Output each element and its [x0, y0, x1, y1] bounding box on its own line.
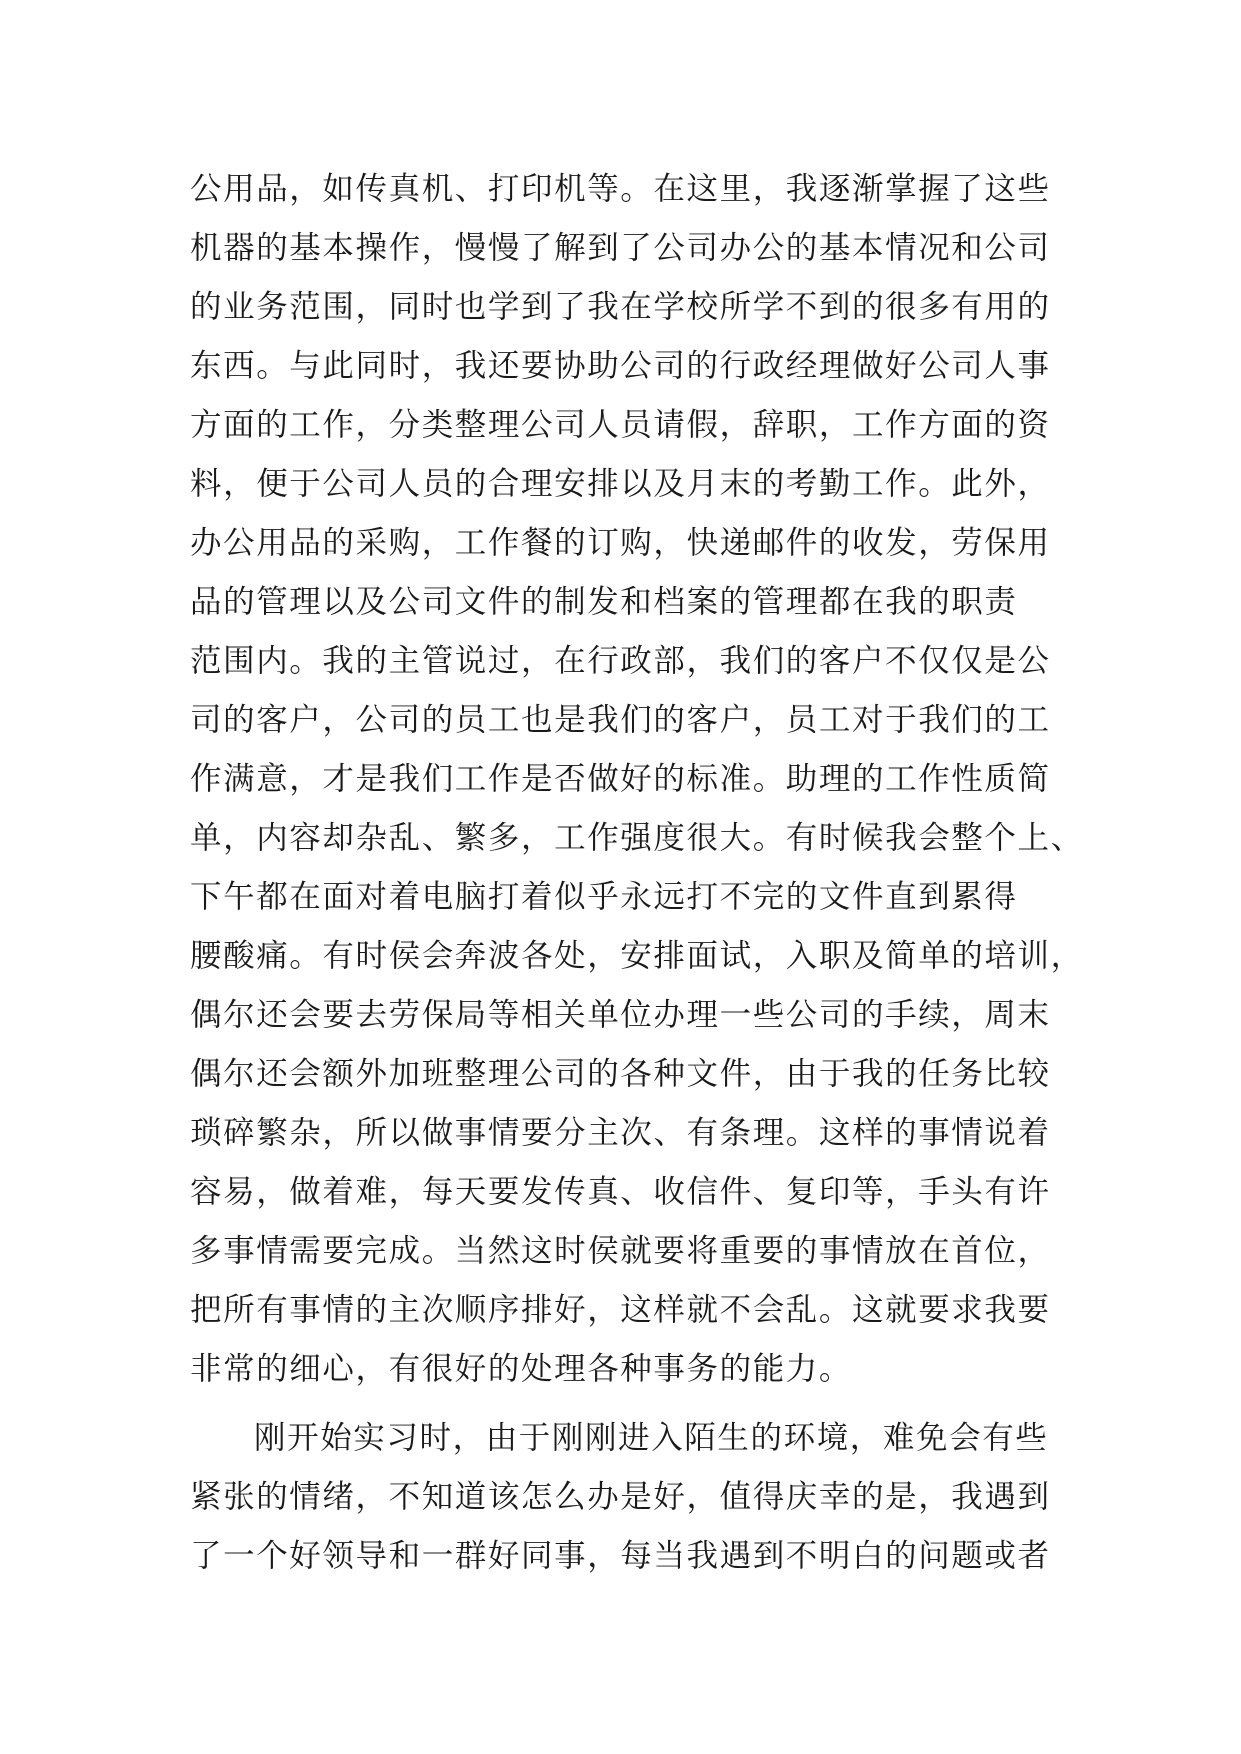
text-line: 范围内。我的主管说过，在行政部，我们的客户不仅仅是公	[190, 643, 1051, 679]
text-line: 偶尔还会额外加班整理公司的各种文件，由于我的任务比较	[190, 1056, 1051, 1092]
text-line: 紧张的情绪，不知道该怎么办是好，值得庆幸的是，我遇到	[190, 1479, 1051, 1515]
text-line: 非常的细心，有很好的处理各种事务的能力。	[190, 1351, 853, 1387]
text-line: 方面的工作，分类整理公司人员请假，辞职，工作方面的资	[190, 407, 1051, 443]
text-line: 把所有事情的主次顺序排好，这样就不会乱。这就要求我要	[190, 1292, 1051, 1328]
body-text	[190, 160, 1084, 1586]
text-line: 的业务范围，同时也学到了我在学校所学不到的很多有用的	[190, 289, 1051, 325]
text-line: 偶尔还会要去劳保局等相关单位办理一些公司的手续，周末	[190, 997, 1051, 1033]
text-line: 公用品，如传真机、打印机等。在这里，我逐渐掌握了这些	[190, 171, 1051, 207]
text-line: 品的管理以及公司文件的制发和档案的管理都在我的职责	[190, 584, 1018, 620]
text-line: 琐碎繁杂，所以做事情要分主次、有条理。这样的事情说着	[190, 1115, 1051, 1151]
text-line: 作满意，才是我们工作是否做好的标准。助理的工作性质简	[190, 761, 1051, 797]
paragraph-spacer	[190, 1399, 1070, 1409]
text-line: 腰酸痛。有时侯会奔波各处，安排面试，入职及简单的培训，	[190, 938, 1084, 974]
text-line: 单，内容却杂乱、繁多，工作强度很大。有时候我会整个上、	[190, 820, 1084, 856]
text-line: 容易，做着难，每天要发传真、收信件、复印等，手头有许	[190, 1174, 1051, 1210]
text-line: 办公用品的采购，工作餐的订购，快递邮件的收发，劳保用	[190, 525, 1051, 561]
text-line: 东西。与此同时，我还要协助公司的行政经理做好公司人事	[190, 348, 1051, 384]
text-line: 刚开始实习时，由于刚刚进入陌生的环境，难免会有些	[254, 1420, 1049, 1456]
text-line: 了一个好领导和一群好同事，每当我遇到不明白的问题或者	[190, 1538, 1051, 1574]
paragraph-2	[190, 1409, 1070, 1586]
text-line: 多事情需要完成。当然这时侯就要将重要的事情放在首位，	[190, 1233, 1051, 1269]
paragraph-1	[190, 160, 1084, 1399]
text-line: 机器的基本操作，慢慢了解到了公司办公的基本情况和公司	[190, 230, 1051, 266]
text-line: 司的客户，公司的员工也是我们的客户，员工对于我们的工	[190, 702, 1051, 738]
text-line: 料，便于公司人员的合理安排以及月末的考勤工作。此外，	[190, 466, 1051, 502]
text-line: 下午都在面对着电脑打着似乎永远打不完的文件直到累得	[190, 879, 1018, 915]
